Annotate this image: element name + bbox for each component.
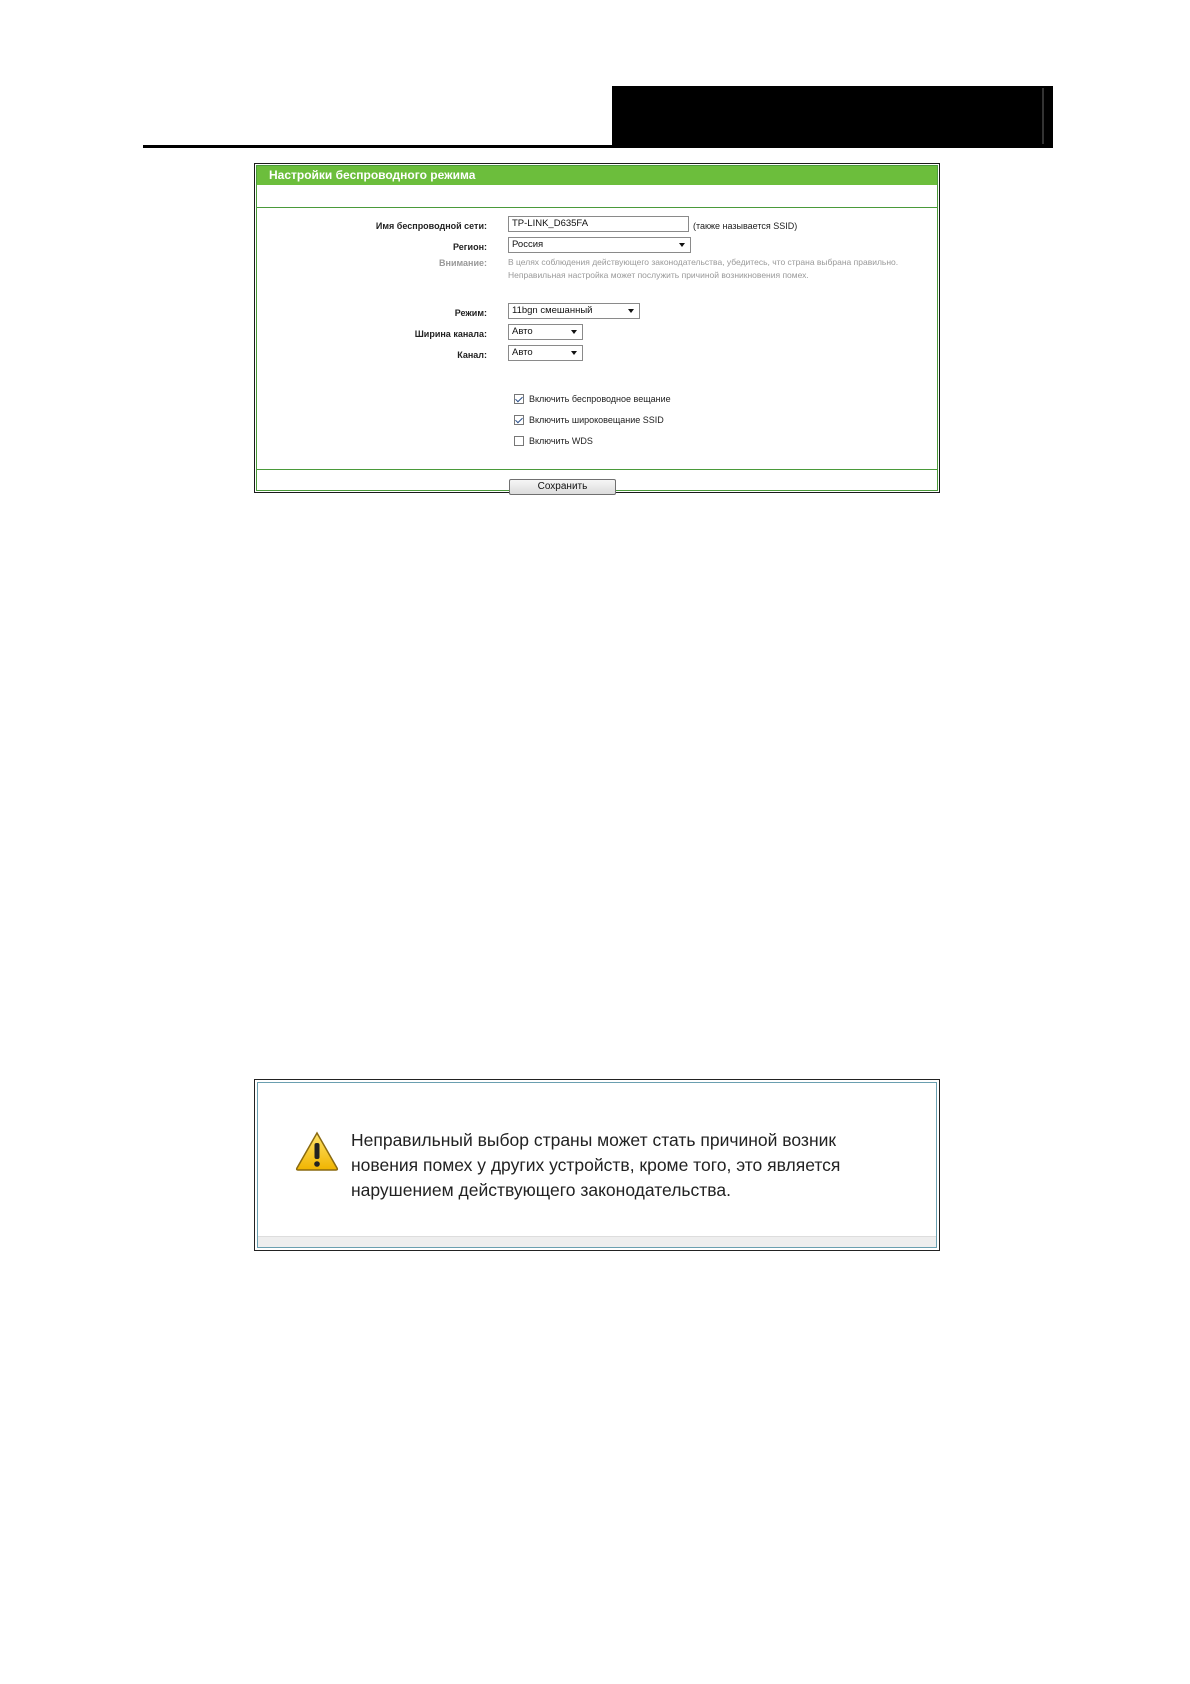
enable-wireless-label: Включить беспроводное вещание	[529, 394, 671, 404]
enable-wireless-checkbox[interactable]	[514, 394, 524, 404]
warning-text	[508, 256, 938, 282]
warning-dialog-line-3: нарушением действующего законодательства.	[351, 1180, 731, 1200]
header-divider	[1042, 88, 1044, 144]
panel-divider-bottom	[257, 469, 937, 470]
warning-dialog-line-1: Неправильный выбор страны может стать причиной возник	[351, 1130, 837, 1150]
channel-value: Авто	[512, 347, 533, 358]
enable-ssid-broadcast-label: Включить широковещание SSID	[529, 415, 664, 425]
enable-ssid-broadcast-checkbox[interactable]	[514, 415, 524, 425]
warning-dialog-line-2: новения помех у других устройств, кроме того, это является	[351, 1155, 841, 1175]
warning-dialog	[254, 1079, 940, 1251]
panel-divider-top	[257, 207, 937, 208]
warning-text-line-2: Неправильная настройка может послужить причиной возникновения помех.	[508, 270, 809, 280]
warning-triangle-icon	[295, 1131, 339, 1171]
ssid-input[interactable]: TP-LINK_D635FA	[508, 216, 689, 232]
header-rule	[143, 145, 1053, 148]
enable-wds-label: Включить WDS	[529, 436, 593, 446]
ssid-note: (также называется SSID)	[693, 221, 798, 231]
channel-width-value: Авто	[512, 326, 533, 337]
region-label: Регион:	[453, 242, 487, 252]
enable-wds-checkbox[interactable]	[514, 436, 524, 446]
warning-text-line-1: В целях соблюдения действующего законодательства, убедитесь, что страна выбрана правильно.	[508, 257, 899, 267]
save-button[interactable]: Сохранить	[509, 479, 616, 495]
channel-width-select[interactable]	[508, 324, 583, 340]
warning-dialog-message	[351, 1128, 911, 1203]
region-value: Россия	[512, 239, 544, 250]
mode-select[interactable]	[508, 303, 640, 319]
channel-select[interactable]	[508, 345, 583, 361]
ssid-label: Имя беспроводной сети:	[375, 221, 487, 231]
mode-value: 11bgn смешанный	[512, 305, 593, 316]
warning-label: Внимание:	[439, 258, 487, 268]
header-block	[612, 86, 1053, 148]
region-select[interactable]	[508, 237, 691, 253]
wireless-settings-panel	[254, 163, 940, 493]
channel-width-label: Ширина канала:	[414, 329, 487, 339]
channel-label: Канал:	[457, 350, 487, 360]
mode-label: Режим:	[454, 308, 487, 318]
panel-title: Настройки беспроводного режима	[257, 166, 937, 185]
warning-dialog-footer	[258, 1236, 936, 1247]
panel-frame	[256, 165, 938, 491]
warning-dialog-frame	[257, 1082, 937, 1248]
